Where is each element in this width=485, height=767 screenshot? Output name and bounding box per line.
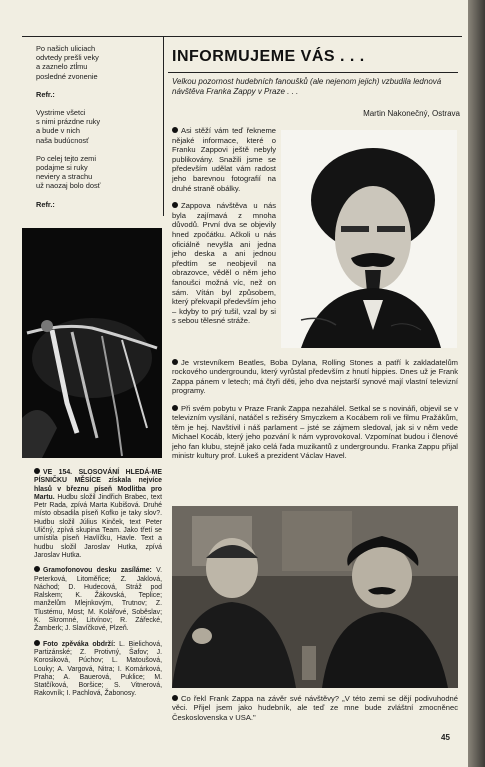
poem-stanza-2: Vystrime všetci s nimi prázdne ruky a bude v nich naša budúcnosť — [36, 108, 101, 145]
bullet-icon — [172, 405, 178, 411]
column-divider — [163, 36, 164, 216]
two-men-photo — [172, 506, 458, 688]
bullet-icon — [172, 695, 178, 701]
refrain-label: Refr.: — [36, 89, 55, 99]
poem-lyrics — [36, 44, 160, 218]
bullet-icon — [172, 202, 178, 208]
news-item-song-poll: VE 154. SLOSOVÁNÍ HLEDÁ-ME PÍSNIČKU MĚSÍCE získala nejvíce hlasů v březnu píseň Modlitba pro Martu. Hudbu složil Jindřich Brabec, text Petr Rada, zpívá Marta Kubišová. Druhé místo obsadila píseň Kofko je taky slov?. Hudbu složil Július Kinček, text Peter Uličný, zpívá skupina Team. Jako třetí se umístila píseň Havlíčku, Havle. Text a hudbu složil Jaroslav Hutka, zpívá Jaroslav Hutka. — [34, 469, 162, 559]
news-item-photos: Foto zpěváka obdrží: L. Bielichová, Partizánské; Z. Protivný, Šafov; J. Korosiková, Púchov; L. Matoušová, Louky; A. Vargová, Nitra; I. Komárková, Praha; A. Bauerová, Puklice; M. Statčíková, Boršice; S. Vitnerová, Rakovník; I. Pachlová, Žabonosy. — [34, 640, 162, 698]
bullet-icon — [172, 359, 178, 365]
article-paragraph-4: Při svém pobytu v Praze Frank Zappa nezahálel. Setkal se s novináři, objevil se v televizním vysílání, natáčel s režiséry Smyczkem a Kocábem roli ve filmu Pražákům, těm je hej. Navštívil i náš parlament – jsté se zájmem sledoval, jak si v něm vede Michael Kocáb, který jeho pozvání k nám vyprovokoval. Vzpomínat budou i členové jeho fan klubu, stejně jako celá řada muzikantů z undergroundu. Franka Zappu přijal ministr kultury prof. Lukeš a prezident Václav Havel. — [172, 404, 458, 461]
news-item-records: Gramofonovou desku zasíláme: V. Peterková, Litoměřice; Z. Jaklová, Náchod; D. Hudecová, Stráž pod Ralskem; K. Žákovská, Teplice; manželům Mlejnkovým, Trutnov; Z. Tlustému, Most; M. Kolářové, Soběslav; K. Skromné, Litvínov; R. Zářecké, Žamberk; J. Slavíčkové, Plzeň. — [34, 567, 162, 633]
page-number: 45 — [441, 733, 450, 742]
concert-photo — [22, 228, 162, 458]
article-column — [172, 126, 276, 334]
bullet-icon — [172, 127, 178, 133]
zappa-portrait-photo — [281, 130, 457, 348]
refrain-label-2: Refr.: — [36, 199, 55, 209]
article-paragraph-1: Asi stěží vám teď řekneme nějaké informace, které o Franku Zappovi ještě nebyly publikovány. Snažili jsme se především udělat vám radost jeho barevnou fotografií na druhé straně obálky. — [172, 126, 276, 193]
binding-edge — [468, 0, 485, 767]
article-headline: INFORMUJEME VÁS . . . — [172, 48, 365, 65]
article-paragraph-2: Zappova návštěva u nás byla zajímavá z mnoha důvodů. První dva se objevily hned zpočátku. Ačkoli u nás oficiálně nevyšla ani jedna jeho deska a ani jednou předtím se neobjevil na obrazovce, věděl o něm jeho fanoušci možná víc, než on sám. Vítán byl způsobem, který překvapil především jeho – kdyby to prý tušil, vzal by si s sebou tělesné stráže. — [172, 201, 276, 326]
article-author: Martin Nakonečný, Ostrava — [363, 109, 460, 118]
poem-stanza-3: Po celej tejto zemi podajme si ruky neviery a strachu už naozaj bolo dosť — [36, 153, 101, 191]
headline-rule — [168, 72, 458, 73]
bullet-icon — [34, 640, 40, 646]
poem-stanza-1: Po našich uliciach odvtedy prešli veky a zaznelo ztĺmu posledné zvonenie — [36, 44, 99, 81]
reader-news — [34, 468, 162, 705]
article-paragraph-3: Je vrstevníkem Beatles, Boba Dylana, Rolling Stones a patří k zakladatelům rockového undergroundu, který vyrůstal především z hnutí hippies. Dnes už je Frank Zappa pánem v letech; má čtyři děti, jeho dva nejstarší synové mají vlastní televizní programy. — [172, 358, 458, 396]
top-rule — [22, 36, 462, 37]
bullet-icon — [34, 566, 40, 572]
article-lead: Velkou pozornost hudebních fanoušků (ale nejenom jejich) vzbudila lednová návštěva Franka Zappy v Praze . . . — [172, 77, 442, 96]
article-paragraph-5: Co řekl Frank Zappa na závěr své návštěvy? „V této zemi se dějí podivuhodné věci. Přijel jsem jako hudebník, ale teď ze mne bude zvláštní zmocněnec Československa v USA." — [172, 694, 458, 722]
bullet-icon — [34, 468, 40, 474]
